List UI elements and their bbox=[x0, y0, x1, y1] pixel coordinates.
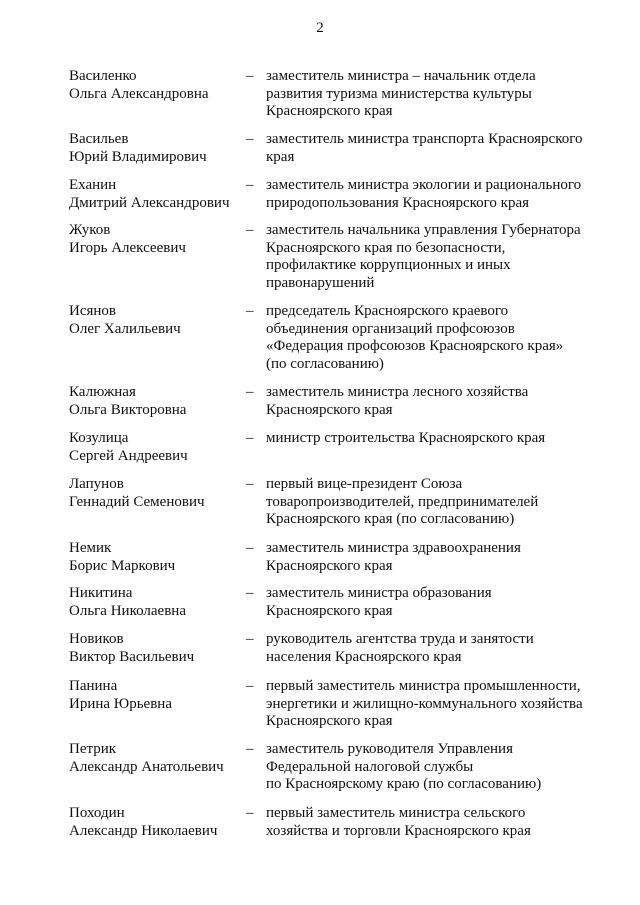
position-line: первый вице-президент Союза bbox=[266, 476, 463, 492]
member-position bbox=[266, 631, 606, 666]
position-line: заместитель руководителя Управления bbox=[266, 741, 513, 757]
position-line: профилактике коррупционных и иных bbox=[266, 257, 511, 273]
member-given-names: Ольга Николаевна bbox=[69, 602, 186, 619]
position-line: товаропроизводителей, предпринимателей bbox=[266, 493, 539, 510]
dash-separator: – bbox=[246, 131, 254, 147]
member-surname: Панина bbox=[69, 678, 118, 694]
member-name bbox=[69, 222, 239, 257]
position-line: первый заместитель министра сельского bbox=[266, 805, 526, 821]
member-surname: Петрик bbox=[69, 741, 117, 757]
member-name bbox=[69, 303, 239, 338]
position-line: населения Красноярского края bbox=[266, 648, 462, 665]
position-line: Красноярского края bbox=[266, 401, 393, 418]
member-name bbox=[69, 540, 239, 575]
dash-separator: – bbox=[246, 741, 254, 757]
dash-separator: – bbox=[246, 540, 254, 556]
page-number: 2 bbox=[316, 20, 324, 36]
dash-separator: – bbox=[246, 631, 254, 647]
member-name bbox=[69, 741, 239, 776]
member-name bbox=[69, 805, 239, 840]
member-surname: Калюжная bbox=[69, 384, 136, 400]
member-surname: Немик bbox=[69, 540, 112, 556]
member-given-names: Александр Анатольевич bbox=[69, 758, 224, 775]
position-line: по Красноярскому краю (по согласованию) bbox=[266, 776, 542, 792]
member-name bbox=[69, 430, 239, 465]
position-line: заместитель министра транспорта Красноярского bbox=[266, 131, 583, 147]
member-given-names: Борис Маркович bbox=[69, 557, 176, 574]
member-surname: Походин bbox=[69, 805, 125, 821]
member-given-names: Геннадий Семенович bbox=[69, 493, 205, 510]
member-name bbox=[69, 678, 239, 713]
member-surname: Козулица bbox=[69, 430, 129, 446]
dash-separator: – bbox=[246, 303, 254, 319]
position-line: хозяйства и торговли Красноярского края bbox=[266, 822, 531, 839]
position-line: природопользования Красноярского края bbox=[266, 194, 530, 211]
position-line: Федеральной налоговой службы bbox=[266, 758, 474, 775]
member-position bbox=[266, 430, 606, 448]
member-given-names: Ирина Юрьевна bbox=[69, 695, 172, 712]
member-position bbox=[266, 540, 606, 575]
position-line: Красноярского края bbox=[266, 713, 393, 729]
member-surname: Новиков bbox=[69, 631, 124, 647]
member-name bbox=[69, 131, 239, 166]
member-position bbox=[266, 68, 606, 121]
position-line: энергетики и жилищно-коммунального хозяйства bbox=[266, 695, 583, 712]
position-line: заместитель начальника управления Губернатора bbox=[266, 222, 581, 238]
position-line: края bbox=[266, 148, 295, 165]
member-position bbox=[266, 678, 606, 731]
dash-separator: – bbox=[246, 585, 254, 601]
member-surname: Исянов bbox=[69, 303, 116, 319]
member-given-names: Игорь Алексеевич bbox=[69, 239, 186, 256]
member-name bbox=[69, 177, 239, 212]
member-position bbox=[266, 177, 606, 212]
member-given-names: Юрий Владимирович bbox=[69, 148, 207, 165]
position-line: заместитель министра экологии и рационального bbox=[266, 177, 582, 193]
position-line: Красноярского края bbox=[266, 103, 393, 119]
member-surname: Василенко bbox=[69, 68, 137, 84]
position-line: заместитель министра здравоохранения bbox=[266, 540, 521, 556]
position-line: объединения организаций профсоюзов bbox=[266, 320, 515, 337]
dash-separator: – bbox=[246, 177, 254, 193]
member-surname: Васильев bbox=[69, 131, 129, 147]
position-line: министр строительства Красноярского края bbox=[266, 430, 546, 446]
dash-separator: – bbox=[246, 68, 254, 84]
member-position bbox=[266, 741, 606, 794]
member-name bbox=[69, 585, 239, 620]
member-name bbox=[69, 631, 239, 666]
member-surname: Лапунов bbox=[69, 476, 124, 492]
member-position bbox=[266, 222, 606, 292]
member-position bbox=[266, 303, 606, 373]
position-line: развития туризма министерства культуры bbox=[266, 85, 532, 102]
member-given-names: Александр Николаевич bbox=[69, 822, 218, 839]
member-surname: Никитина bbox=[69, 585, 133, 601]
position-line: «Федерация профсоюзов Красноярского края» bbox=[266, 338, 564, 354]
dash-separator: – bbox=[246, 430, 254, 446]
position-line: первый заместитель министра промышленности, bbox=[266, 678, 581, 694]
position-line: заместитель министра лесного хозяйства bbox=[266, 384, 529, 400]
position-line: заместитель министра – начальник отдела bbox=[266, 68, 536, 84]
member-given-names: Сергей Андреевич bbox=[69, 447, 188, 464]
member-position bbox=[266, 384, 606, 419]
member-name bbox=[69, 384, 239, 419]
dash-separator: – bbox=[246, 805, 254, 821]
member-name bbox=[69, 68, 239, 103]
member-name bbox=[69, 476, 239, 511]
member-given-names: Виктор Васильевич bbox=[69, 648, 195, 665]
position-line: Красноярского края bbox=[266, 602, 393, 619]
dash-separator: – bbox=[246, 476, 254, 492]
member-surname: Еханин bbox=[69, 177, 117, 193]
member-position bbox=[266, 131, 606, 166]
member-given-names: Дмитрий Александрович bbox=[69, 194, 230, 211]
member-given-names: Ольга Александровна bbox=[69, 85, 209, 102]
position-line: (по согласованию) bbox=[266, 355, 384, 372]
position-line: руководитель агентства труда и занятости bbox=[266, 631, 534, 647]
member-position bbox=[266, 476, 606, 529]
position-line: Красноярского края bbox=[266, 557, 393, 574]
position-line: Красноярского края (по согласованию) bbox=[266, 511, 515, 527]
position-line: правонарушений bbox=[266, 274, 375, 291]
dash-separator: – bbox=[246, 384, 254, 400]
dash-separator: – bbox=[246, 222, 254, 238]
position-line: заместитель министра образования bbox=[266, 585, 492, 601]
position-line: Красноярского края по безопасности, bbox=[266, 239, 506, 256]
member-surname: Жуков bbox=[69, 222, 111, 238]
member-given-names: Олег Халильевич bbox=[69, 320, 181, 337]
member-position bbox=[266, 585, 606, 620]
member-given-names: Ольга Викторовна bbox=[69, 401, 187, 418]
member-position bbox=[266, 805, 606, 840]
position-line: председатель Красноярского краевого bbox=[266, 303, 509, 319]
dash-separator: – bbox=[246, 678, 254, 694]
